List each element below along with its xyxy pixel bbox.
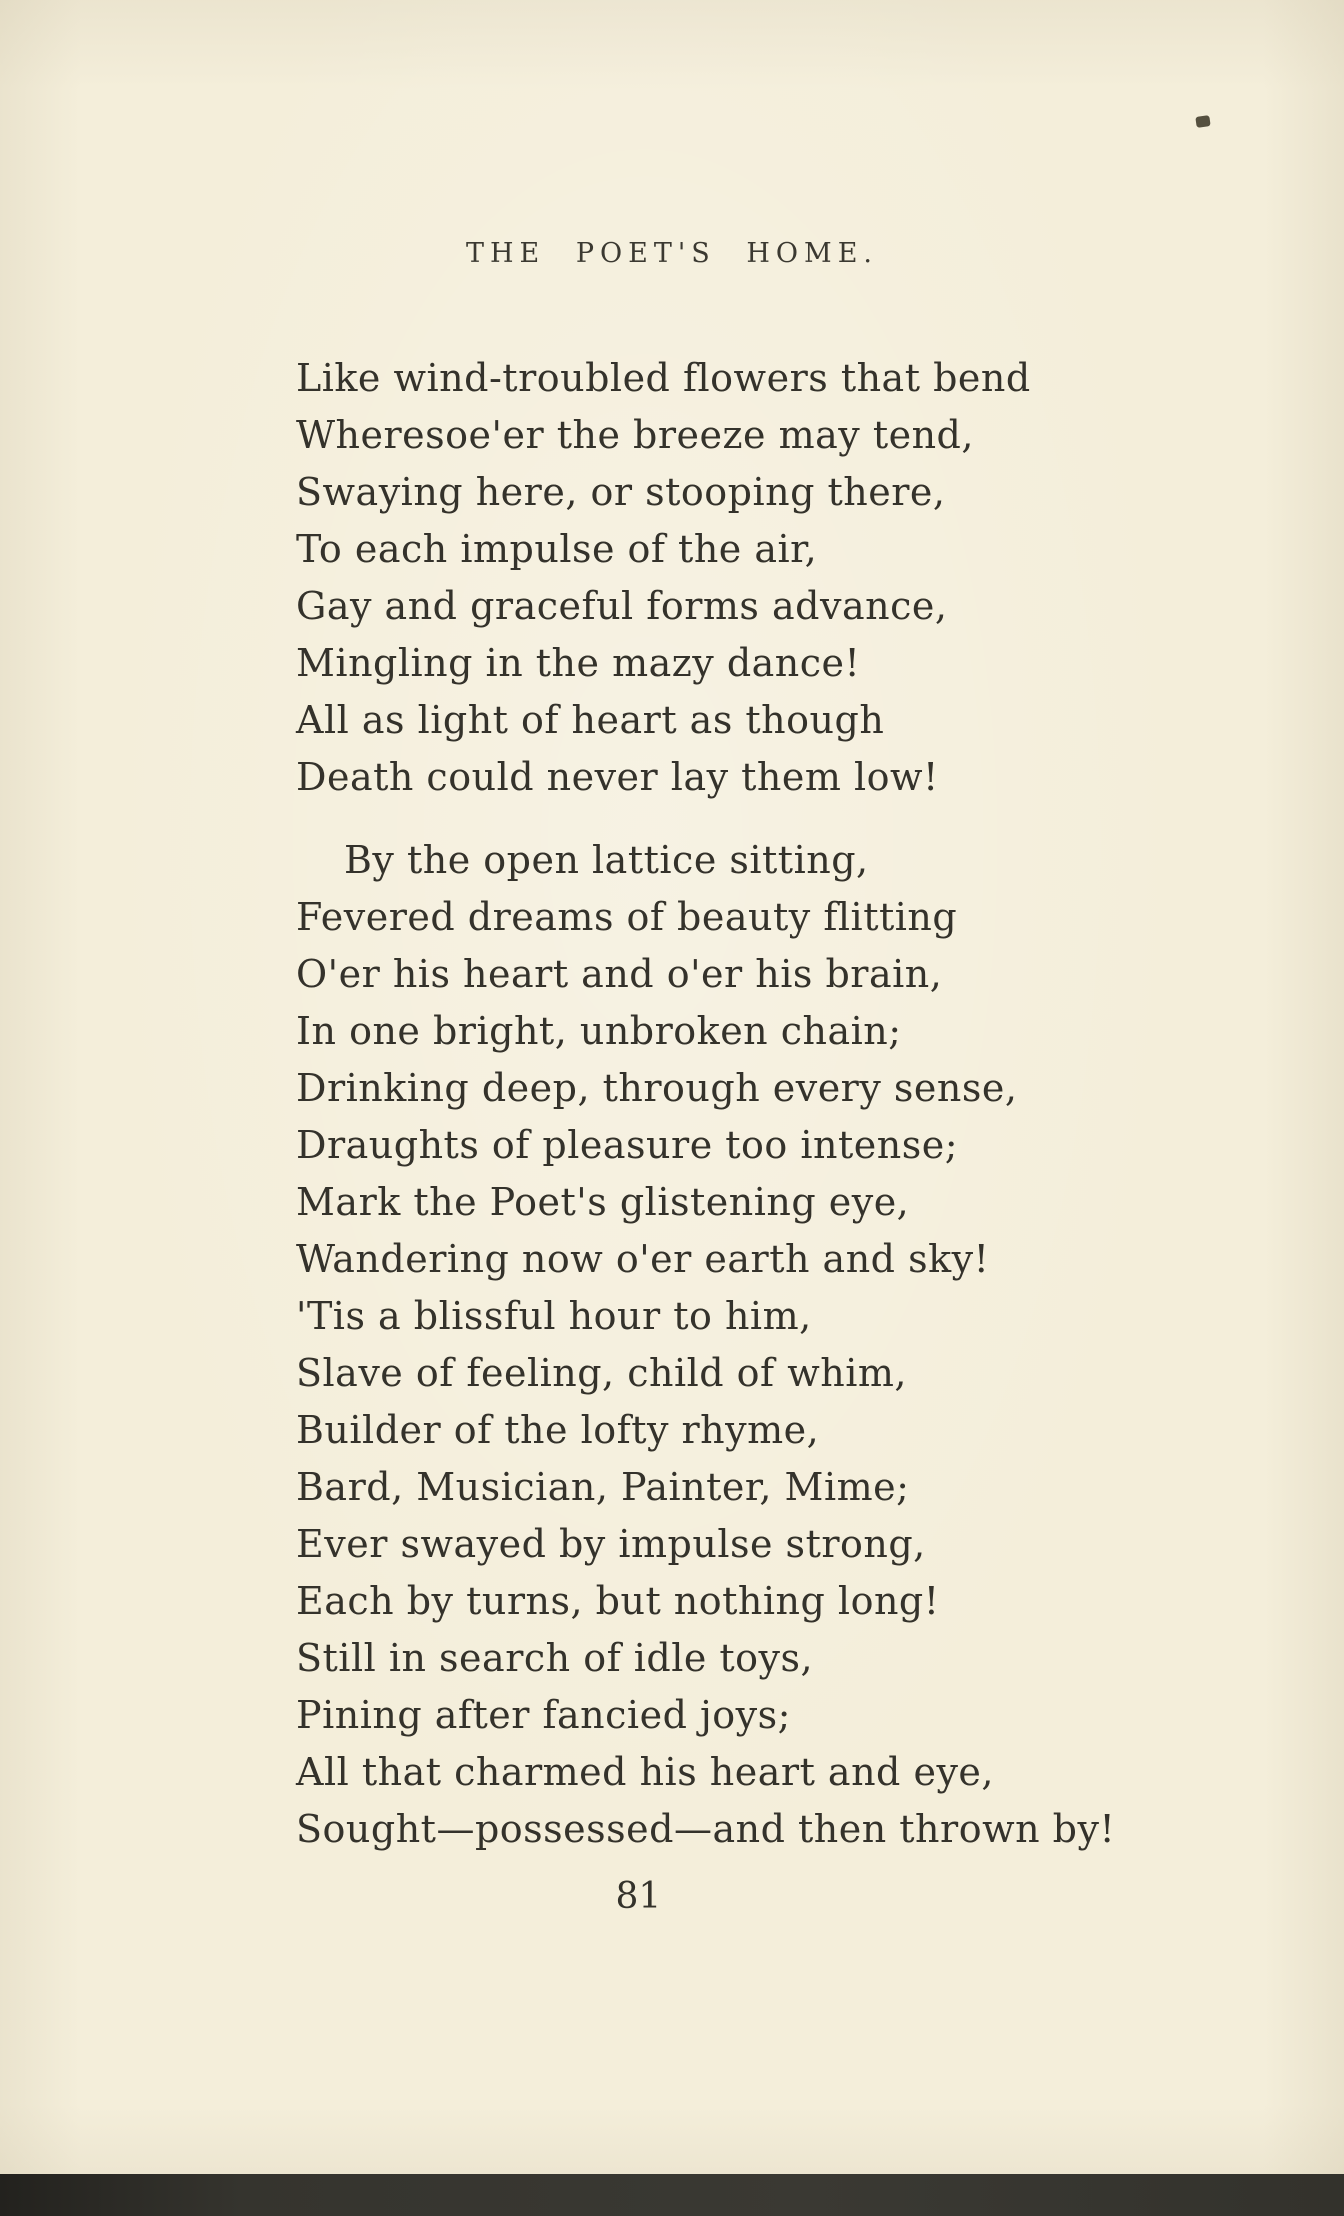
poem-line: All that charmed his heart and eye, [296, 1750, 994, 1794]
poem-line: 'Tis a blissful hour to him, [296, 1294, 812, 1338]
ink-speck-mark [1195, 115, 1210, 128]
page-title: THE POET'S HOME. [466, 238, 878, 269]
poem-line: Each by turns, but nothing long! [296, 1579, 940, 1623]
poem-body [296, 350, 1276, 1858]
poem-line: Still in search of idle toys, [296, 1636, 814, 1680]
poem-line: Wheresoe'er the breeze may tend, [296, 413, 974, 457]
poem-line: Sought—possessed—and then thrown by! [296, 1807, 1116, 1851]
poem-line: O'er his heart and o'er his brain, [296, 952, 943, 996]
poem-line: Mingling in the mazy dance! [296, 641, 861, 685]
poem-line: Ever swayed by impulse strong, [296, 1522, 926, 1566]
poem-line: Mark the Poet's glistening eye, [296, 1180, 910, 1224]
poem-line: Draughts of pleasure too intense; [296, 1123, 959, 1167]
poem-line: Gay and graceful forms advance, [296, 584, 948, 628]
poem-line: Wandering now o'er earth and sky! [296, 1237, 990, 1281]
poem-line: Death could never lay them low! [296, 755, 939, 799]
poem-line: All as light of heart as though [296, 698, 885, 742]
poem-line: Like wind-troubled flowers that bend [296, 356, 1031, 400]
poem-line: In one bright, unbroken chain; [296, 1009, 902, 1053]
poem-line: Slave of feeling, child of whim, [296, 1351, 907, 1395]
poem-line: Pining after fancied joys; [296, 1693, 791, 1737]
poem-line: By the open lattice sitting, [344, 838, 869, 882]
poem-line: To each impulse of the air, [296, 527, 818, 571]
poem-line: Bard, Musician, Painter, Mime; [296, 1465, 910, 1509]
poem-line: Builder of the lofty rhyme, [296, 1408, 820, 1452]
stanza-2 [296, 832, 1276, 1858]
page-number: 81 [615, 1876, 662, 1917]
poem-line: Drinking deep, through every sense, [296, 1066, 1018, 1110]
poem-line: Fevered dreams of beauty flitting [296, 895, 958, 939]
poem-line: Swaying here, or stooping there, [296, 470, 946, 514]
bottom-scan-edge-strip [0, 2174, 1344, 2216]
stanza-1 [296, 350, 1276, 806]
